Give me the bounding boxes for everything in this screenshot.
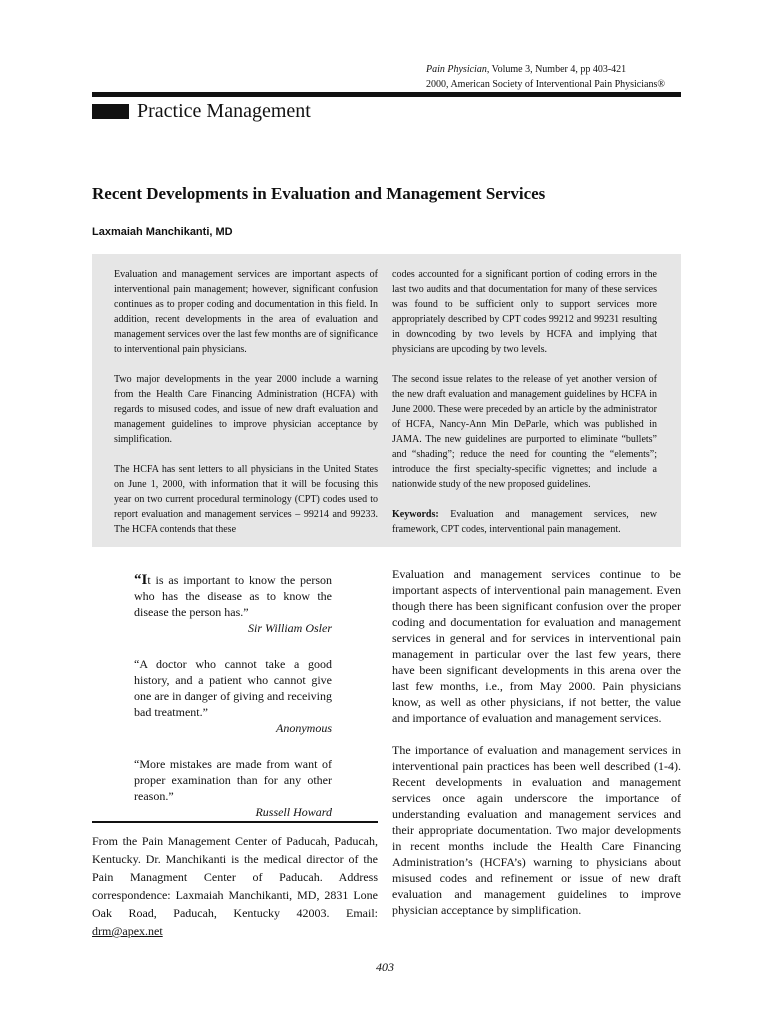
abstract-paragraph: The HCFA has sent letters to all physicians in the United States on June 1, 2000, with information that it will be focusing this year on two current procedural terminology (CPT) codes used to report evaluation and management services – 99214 and 99233. The HCFA contends that these [114,464,378,535]
header-rule [92,92,681,97]
quote-attribution: Anonymous [276,721,332,735]
article-author: Laxmaiah Manchikanti, MD [92,226,233,238]
abstract-left-column [114,267,378,552]
keywords-label: Keywords: [392,509,439,520]
quote-drop-char: “I [134,572,148,588]
section-title: Practice Management [137,100,311,122]
abstract-paragraph: The second issue relates to the release of yet another version of the new draft evaluation and management guidelines by HCFA in June 2000. These were preceded by an article by the administrator of HCFA, Nancy-Ann Min DeParle, which was published in JAMA. The new guidelines are purported to eliminate “bullets” and “shading”; reduce the need for counting the “elements”; introduce the first specialty-specific vignettes; and include a nationwide study of the new proposed guidelines. [392,374,657,490]
abstract-paragraph: Two major developments in the year 2000 include a warning from the Health Care Financing Administration (HCFA) with regards to misused codes, and issue of new draft evaluation and management guidelines to improve physician acceptance by simplification. [114,374,378,445]
quote [134,572,332,636]
page-number: 403 [376,960,394,974]
journal-name: Pain Physician [426,64,487,75]
email-link[interactable]: drm@apex.net [92,924,163,938]
quote [134,756,332,820]
article-title: Recent Developments in Evaluation and Management Services [92,184,546,203]
quote-text: “A doctor who cannot take a good history, and a patient who cannot give one are in danger of giving and receiving bad treatment.” [134,657,332,719]
journal-copyright: 2000, American Society of Interventional Pain Physicians® [426,79,665,90]
journal-volume: , Volume 3, Number 4, pp 403-421 [486,64,627,75]
body-paragraph: The importance of evaluation and management services in interventional pain practices has been well described (1-4). Recent developments in evaluation and management services once again underscore the importance of understanding evaluation and management services and their appropriate documentation. Two major developments in recent months include the Health Care Financing Administration’s (HCFA’s) warning to physicians about misused codes and refinement or issue of new draft evaluation and management guidelines to improve physician acceptance by simplification. [392,743,681,917]
body-paragraph: Evaluation and management services continue to be important aspects of interventional pain management. Even though there has been significant confusion over the proper coding and documentation for evaluation and management services in general and for services in interventional pain management in particular over the last few years, there have been significant developments in this arena over the last few months, i.e., from May 2000. Pain physicians know, as well as other physicians, if not better, the value and importance of evaluation and management services. [392,567,681,725]
journal-citation [426,62,665,92]
quote-attribution: Russell Howard [255,805,332,819]
abstract-paragraph: Evaluation and management services are important aspects of interventional pain management; however, significant confusion continues as to proper coding and documentation in this field. In addition, recent developments in the area of evaluation and management services over the last few months are of significance to interventional pain physicians. [114,269,378,355]
keywords-text: Evaluation and management services, new framework, CPT codes, interventional pain management. [392,509,657,535]
affiliation-rule [92,821,378,823]
body-column [392,566,681,934]
quote-attribution: Sir William Osler [247,621,332,635]
quote [134,656,332,736]
section-marker [92,104,129,119]
keywords [392,507,657,537]
quote-text: “It is as important to know the person who has the disease as to know the disease the person has.” [134,572,332,619]
abstract-right-column [392,267,657,552]
epigraph-quotes [134,572,332,840]
quote-text: “More mistakes are made from want of proper examination than for any other reason.” [134,757,332,803]
author-affiliation: From the Pain Management Center of Paducah, Paducah, Kentucky. Dr. Manchikanti is the medical director of the Pain Managment Center of Paducah. Address correspondence: Laxmaiah Manchikanti, MD, 2831 Lone Oak Road, Paducah, Kentucky 42003. Email: drm@apex.net [92,834,378,938]
abstract-paragraph: codes accounted for a significant portion of coding errors in the last two audits and that documentation for many of these services was found to be sufficient only to support services more appropriately described by CPT codes 99212 and 99231 resulting in downcoding by two levels by HCFA and implying that physicians are upcoding by two levels. [392,269,657,355]
